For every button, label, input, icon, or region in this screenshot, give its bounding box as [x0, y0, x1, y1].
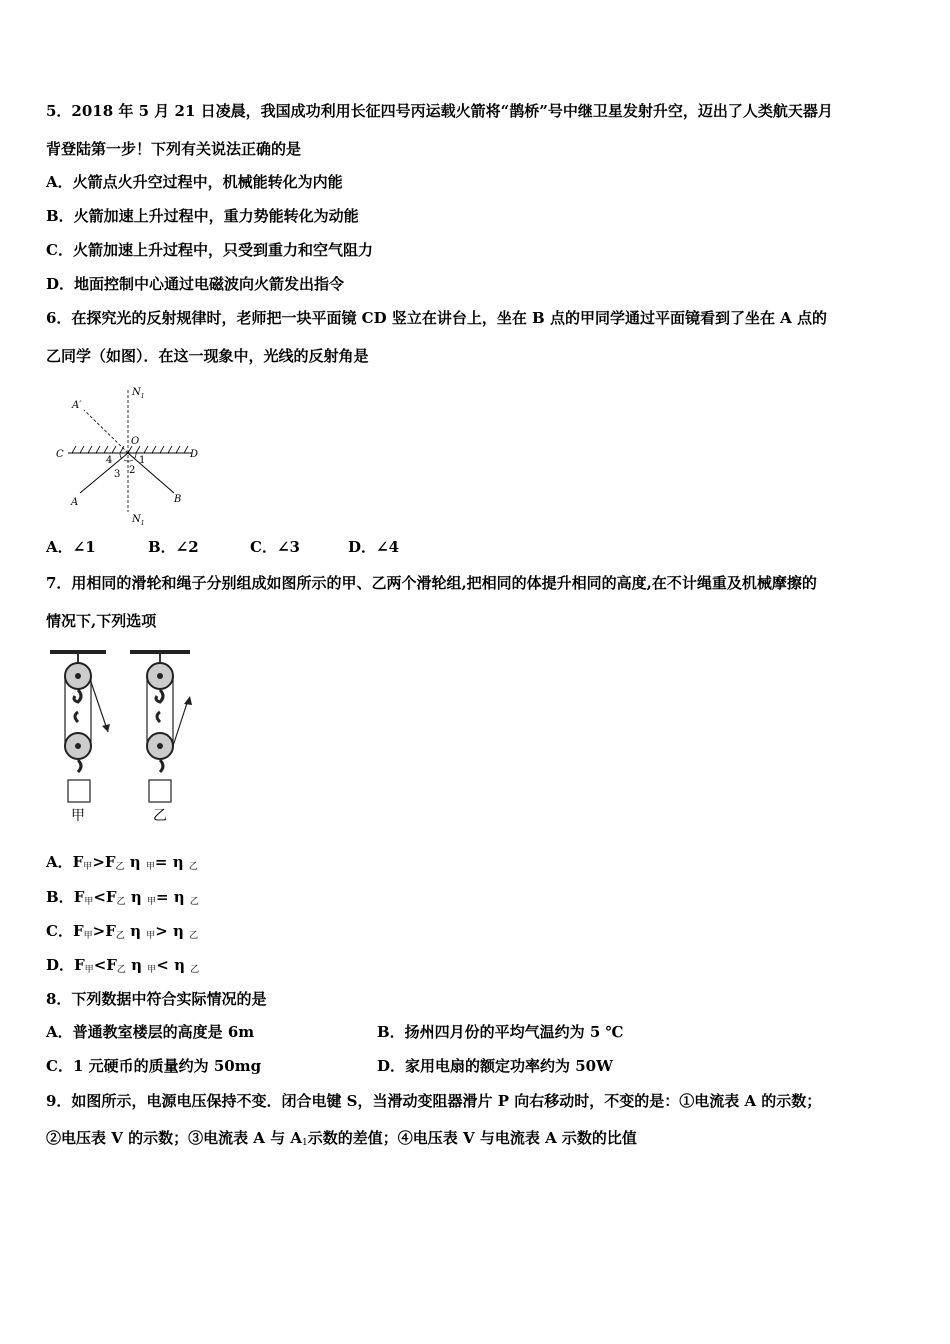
reflection-diagram — [50, 380, 210, 530]
q5-stem-line2: 背登陆第一步！下列有关说法正确的是 — [46, 140, 302, 158]
q7-option-a: A．$F_甲>F_乙$ η $_甲$= η $_乙$ — [46, 853, 198, 872]
q5-option-c: C．火箭加速上升过程中，只受到重力和空气阻力 — [46, 241, 373, 259]
q6-option-d: D．∠4 — [348, 538, 400, 556]
label-jia: 甲 — [71, 808, 85, 824]
label-n1-bottom: $N_1$ — [132, 514, 145, 527]
q7-stem-line2: 情况下,下列选项 — [46, 612, 157, 630]
label-a: A — [71, 497, 79, 508]
q5-option-b: B．火箭加速上升过程中，重力势能转化为动能 — [46, 207, 359, 225]
angle-3-label: 3 — [114, 469, 121, 480]
q6-stem-line1: 6．在探究光的反射规律时，老师把一块平面镜 CD 竖立在讲台上，坐在 B 点的甲同学通过平面镜看到了坐在 A 点的 — [46, 309, 828, 327]
q7-option-d: D．$F_甲<F_乙$ η $_甲$< η $_乙$ — [46, 956, 200, 975]
label-b: B — [174, 494, 182, 505]
q8-option-c: C．1 元硬币的质量约为 50mg — [46, 1057, 262, 1075]
q7-option-c: C．$F_甲>F_乙$ η $_甲$> η $_乙$ — [46, 922, 199, 941]
angle-4-label: 4 — [106, 455, 113, 466]
q8-option-b: B．扬州四月份的平均气温约为 5 ℃ — [377, 1023, 624, 1041]
q5-stem-line1: 5．2018 年 5 月 21 日凌晨，我国成功利用长征四号丙运载火箭将“鹊桥”号中继卫星发射升空，迈出了人类航天器月 — [46, 102, 833, 120]
q6-option-b: B．∠2 — [148, 538, 199, 556]
pulley-diagram — [44, 642, 204, 827]
q9-stem-line2: ②电压表 V 的示数；③电流表 A 与 $A_1$示数的差值；④电压表 V 与电流表 A 示数的比值 — [46, 1129, 637, 1148]
q8-stem: 8．下列数据中符合实际情况的是 — [46, 990, 267, 1008]
q5-option-a: A．火箭点火升空过程中，机械能转化为内能 — [46, 173, 343, 191]
q8-option-d: D．家用电扇的额定功率约为 50W — [377, 1057, 613, 1075]
label-n1-top: $N_1$ — [132, 387, 145, 400]
angle-2-label: 2 — [129, 465, 136, 476]
label-d: D — [190, 449, 199, 460]
q6-option-c: C．∠3 — [250, 538, 300, 556]
label-c: C — [56, 449, 64, 460]
q7-option-b: B．$F_甲<F_乙$ η $_甲$= η $_乙$ — [46, 888, 199, 907]
q6-option-a: A．∠1 — [46, 538, 96, 556]
label-yi: 乙 — [153, 808, 167, 824]
q7-stem-line1: 7．用相同的滑轮和绳子分别组成如图所示的甲、乙两个滑轮组,把相同的体提升相同的高度,在不计绳重及机械摩擦的 — [46, 574, 817, 592]
angle-1-label: 1 — [139, 455, 146, 466]
q5-option-d: D．地面控制中心通过电磁波向火箭发出指令 — [46, 275, 345, 293]
q8-option-a: A．普通教室楼层的高度是 6m — [46, 1023, 255, 1041]
q6-stem-line2: 乙同学（如图）．在这一现象中，光线的反射角是 — [46, 347, 369, 365]
q9-stem-line1: 9．如图所示，电源电压保持不变．闭合电键 S，当滑动变阻器滑片 P 向右移动时，不变的是：①电流表 A 的示数； — [46, 1092, 822, 1110]
label-o: O — [131, 436, 140, 447]
label-a-prime: A′ — [72, 400, 82, 411]
